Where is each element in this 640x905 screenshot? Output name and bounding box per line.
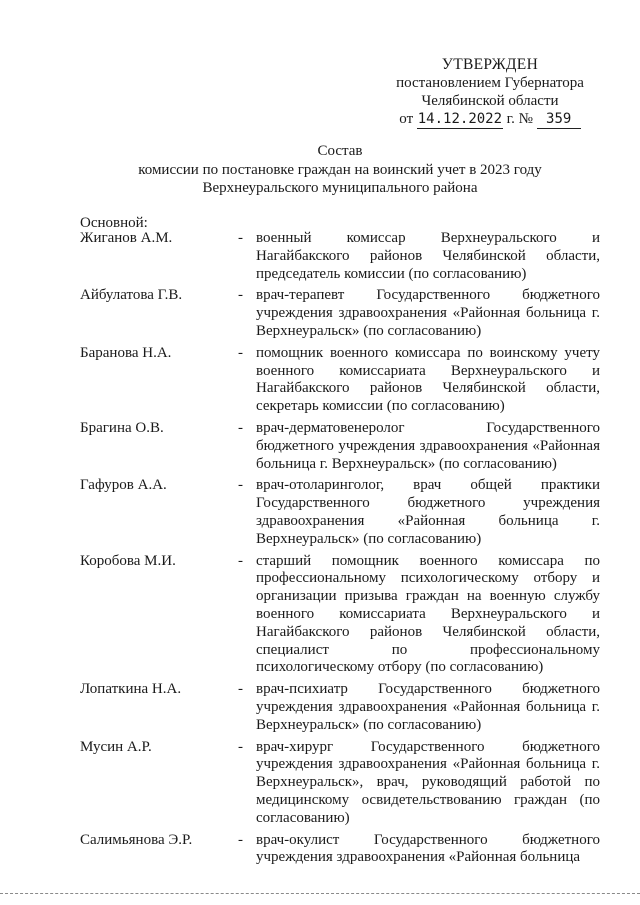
approval-date-line [380,110,600,129]
member-name: Баранова Н.А. [80,344,172,361]
member-dash: - [238,477,243,494]
approval-title: УТВЕРЖДЕН [441,56,539,73]
member-role: врач-хирург Государственного бюджетного учреждения здравоохранения «Районная больница г. Верхнеуральск», врач, руководящий работой по медицинскому освидетельствованию граждан (по согласованию) [256,738,600,826]
member-name: Брагина О.В. [80,419,164,436]
heading-title: Состав [317,143,363,159]
list-item [80,230,600,283]
member-role: врач-отоларинголог, врач общей практики Государственного бюджетного учреждения здравоохранения «Районная больница г. Верхнеуральск» (по согласованию) [256,477,600,547]
heading-line-1: комиссии по постановке граждан на воинский учет в 2023 году [138,161,542,178]
section-label: Основной: [80,215,148,231]
list-item [80,477,600,548]
member-role: врач-дерматовенеролог Государственного бюджетного учреждения здравоохранения «Районная больница г. Верхнеуральск» (по согласованию) [256,419,600,472]
member-role: врач-психиатр Государственного бюджетного учреждения здравоохранения «Районная больница г. Верхнеуральск» (по согласованию) [256,681,600,733]
list-item [80,287,600,340]
members-list [80,230,600,871]
list-item [80,345,600,416]
member-role: врач-терапевт Государственного бюджетного учреждения здравоохранения «Районная больница г. Верхнеуральск» (по согласованию) [256,287,600,339]
member-name: Айбулатова Г.В. [80,287,183,304]
member-dash: - [238,681,243,698]
member-name: Жиганов А.М. [80,230,173,246]
approval-date-prefix: от [399,111,414,127]
member-name: Лопаткина Н.А. [80,681,182,698]
member-role: врач-окулист Государственного бюджетного учреждения здравоохранения «Районная больница [256,831,600,866]
list-item [80,739,600,828]
member-role: помощник военного комиссара по воинскому учету военного комиссариата Верхнеуральского и Нагайбакского районов Челябинской области, секретарь комиссии (по согласованию) [256,344,600,415]
list-item [80,681,600,734]
list-item [80,420,600,473]
member-dash: - [238,287,243,304]
approval-line-1: постановлением Губернатора [396,75,584,91]
member-dash: - [238,419,243,436]
page-bottom-divider [0,893,640,894]
member-dash: - [238,738,243,755]
member-name: Мусин А.Р. [80,738,152,755]
member-dash: - [238,230,243,246]
document-heading [80,142,600,198]
member-dash: - [238,552,243,569]
member-role: военный комиссар Верхнеуральского и Нагайбакского районов Челябинской области, председатель комиссии (по согласованию) [256,230,600,282]
member-dash: - [238,831,243,848]
heading-line-2: Верхнеуральского муниципального района [202,180,478,196]
approval-date: 14.12.2022 [417,111,503,127]
member-name: Коробова М.И. [80,552,176,569]
approval-number: 359 [537,110,581,129]
list-item [80,832,600,868]
member-name: Гафуров А.А. [80,477,167,494]
approval-line-2: Челябинской области [421,93,559,109]
list-item [80,553,600,678]
approval-year-suffix: г. № [506,111,533,127]
member-name: Салимьянова Э.Р. [80,831,193,848]
member-role: старший помощник военного комиссара по профессиональному психологическому отбору и организации призыва граждан на военную службу военного комиссариата Верхнеуральского и Нагайбакского районов Челябинской области, специалист по профессиональному психологическому отбору (по согласованию) [256,552,600,676]
member-dash: - [238,344,243,361]
approval-stamp [380,56,600,129]
